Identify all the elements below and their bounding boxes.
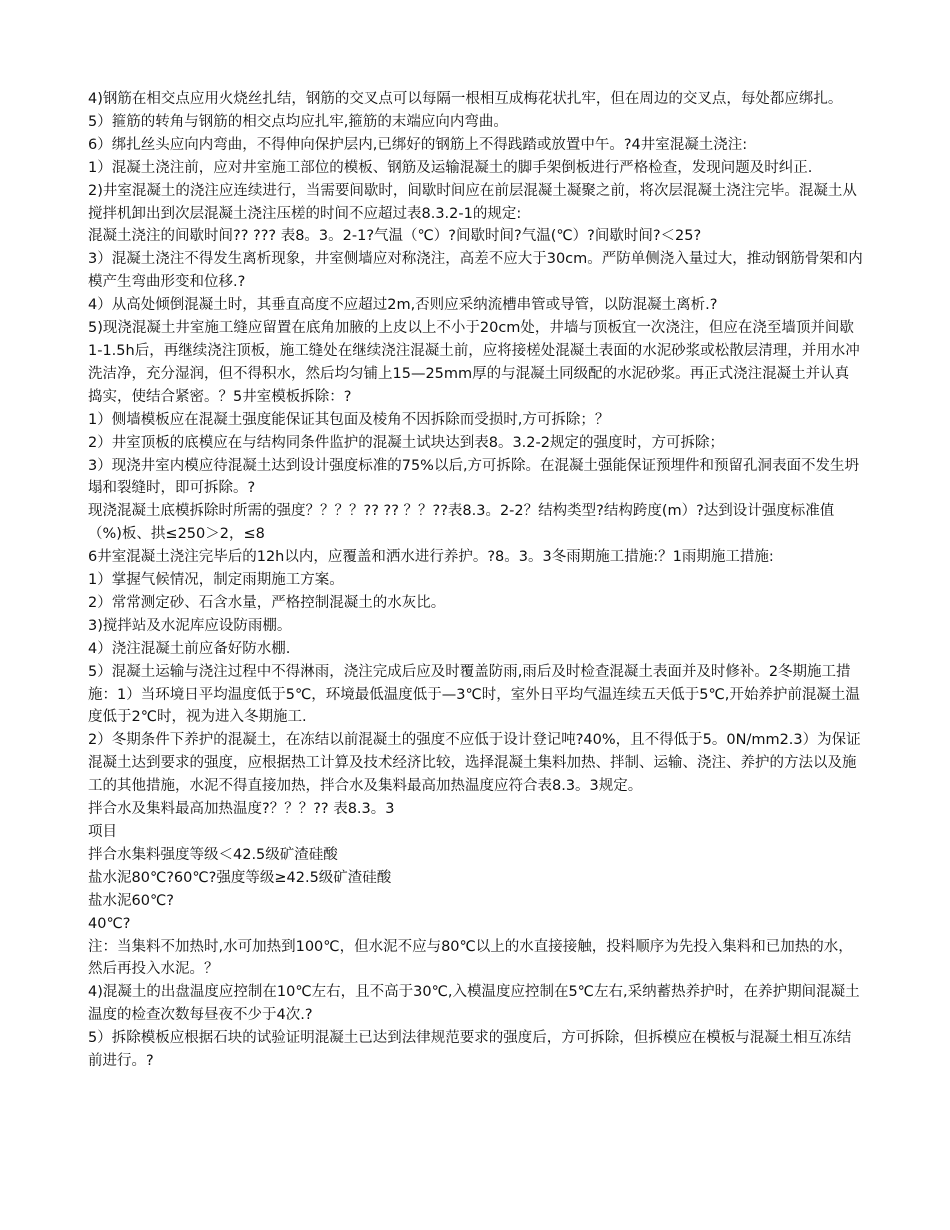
paragraph-side-formwork: 1）侧墙模板应在混凝土强度能保证其包面及棱角不因拆除而受损时,方可拆除；？ — [88, 411, 610, 428]
paragraph-table-row-2: 盐水泥80℃?60℃?强度等级≥42.5级矿渣硅酸 — [88, 869, 392, 886]
paragraph-winter-curing: 2）冬期条件下养护的混凝土，在冻结以前混凝土的强度不应低于设计登记吨?40%，且不得低于5。0N/mm2.3）为保证混凝土达到要求的强度，应根据热工计算及技术经济比较，选择混凝土集料加热、拌制、运输、浇注、养护的方法以及施工的其他措施，水泥不得直接加热，拌合水及集料最高加热温度应符合表8.3。3规定。 — [88, 732, 861, 795]
paragraph-note: 注：当集料不加热时,水可加热到100℃，但水泥不应与80℃以上的水直接接触，投料顺序为先投入集料和已加热的水，然后再投入水泥。？ — [88, 938, 853, 978]
paragraph-inner-formwork: 3）现浇井室内模应待混凝土达到设计强度标准的75%以后,方可拆除。在混凝土强能保证预埋件和预留孔洞表面不发生坍塌和裂缝时，即可拆除。? — [88, 457, 860, 497]
paragraph-curing-rain-measures: 6井室混凝土浇注完毕后的12h以内，应覆盖和洒水进行养护。?8。3。3冬雨期施工措施:？1雨期施工措施: — [88, 549, 774, 566]
paragraph-rain-1: 1）掌握气候情况，制定雨期施工方案。 — [88, 572, 344, 589]
paragraph-top-slab-formwork: 2）井室顶板的底模应在与结构同条件监护的混凝土试块达到表8。3.2-2规定的强度时，方可拆除； — [88, 434, 724, 451]
paragraph-table-item: 项目 — [88, 824, 117, 840]
paragraph-rebar-binding: 4)钢筋在相交点应用火烧丝扎结，钢筋的交叉点可以每隔一根相互成梅花状扎牢，但在周边的交叉点，每处都应绑扎。 — [88, 91, 843, 107]
paragraph-pre-pour-check: 1）混凝土浇注前，应对井室施工部位的模板、钢筋及运输混凝土的脚手架倒板进行严格检查，发现问题及时纠正. — [88, 159, 813, 176]
paragraph-no-segregation: 3）混凝土浇注不得发生离析现象，井室侧墙应对称浇注，高差不应大于30cm。严防单侧浇入量过大，推动钢筋骨架和内模产生弯曲形变和位移.? — [88, 251, 863, 291]
paragraph-rain-3: 3)搅拌站及水泥库应设防雨棚。 — [88, 617, 292, 634]
paragraph-table-row-3: 盐水泥60℃? — [88, 892, 174, 909]
paragraph-drop-height: 4）从高处倾倒混凝土时，其垂直高度不应超过2m,否则应采纳流槽串管或导管，以防混凝土离析.? — [88, 297, 718, 314]
document-body — [88, 88, 863, 1073]
paragraph-tie-wire: 6）绑扎丝头应向内弯曲，不得伸向保护层内,已绑好的钢筋上不得践踏或放置中午。?4井室混凝土浇注: — [88, 136, 748, 153]
paragraph-table-row-1: 拌合水集料强度等级＜42.5级矿渣硅酸 — [88, 846, 338, 863]
paragraph-outlet-temperature: 4)混凝土的出盘温度应控制在10℃左右，且不高于30℃,入模温度应控制在5℃左右,采纳蓄热养护时，在养护期间混凝土温度的检查次数每昼夜不少于4次.? — [88, 984, 860, 1024]
paragraph-table-row-4: 40℃? — [88, 915, 131, 932]
paragraph-stirrup: 5）箍筋的转角与钢筋的相交点均应扎牢,箍筋的末端应向内弯曲。 — [88, 113, 508, 130]
paragraph-table-8-3-2-1: 混凝土浇注的间歇时间?? ??? 表8。3。2-1?气温（℃）?间歇时间?气温(℃）?间歇时间?＜25? — [88, 228, 702, 245]
paragraph-rain-5-winter: 5）混凝土运输与浇注过程中不得淋雨，浇注完成后应及时覆盖防雨,雨后及时检查混凝土表面并及时修补。2冬期施工措施：1）当环境日平均温度低于5℃，环境最低温度低于—3℃时，室外日平均气温连续五天低于5℃,开始养护前混凝土温度低于2℃时，视为进入冬期施工. — [88, 663, 860, 726]
paragraph-rain-2: 2）常常测定砂、石含水量，严格控制混凝土的水灰比。 — [88, 594, 446, 611]
paragraph-rain-4: 4）浇注混凝土前应备好防水棚. — [88, 640, 291, 657]
paragraph-formwork-removal: 5）拆除模板应根据石块的试验证明混凝土已达到法律规范要求的强度后，方可拆除，但拆模应在模板与混凝土相互冻结前进行。? — [88, 1030, 852, 1070]
paragraph-construction-joint: 5)现浇混凝土井室施工缝应留置在底角加腋的上皮以上不小于20cm处，井墙与顶板宜一次浇注，但应在浇至墙顶并间歇1-1.5h后，再继续浇注顶板，施工缝处在继续浇注混凝土前，应将接槎处混凝土表面的水泥砂浆或松散层清理，并用水冲洗洁净，充分湿润，但不得积水，然后均匀铺上15—25mm厚的与混凝土同级配的水泥砂浆。再正式浇注混凝土并认真捣实，使结合紧密。？5井室模板拆除：? — [88, 320, 860, 405]
paragraph-continuous-pour: 2)井室混凝土的浇注应连续进行，当需要间歇时，间歇时间应在前层混凝土凝聚之前，将次层混凝土浇注完毕。混凝土从搅拌机卸出到次层混凝土浇注压槎的时间不应超过表8.3.2-1的规定: — [88, 182, 857, 222]
paragraph-table-8-3-3-title: 拌合水及集料最高加热温度?？？？?? 表8.3。3 — [88, 801, 395, 818]
paragraph-table-8-3-2-2: 现浇混凝土底模拆除时所需的强度？？？？?? ?? ？？??表8.3。2-2？结构类型?结构跨度(m）?达到设计强度标准值（%)板、拱≤250＞2，≤8 — [88, 503, 835, 543]
